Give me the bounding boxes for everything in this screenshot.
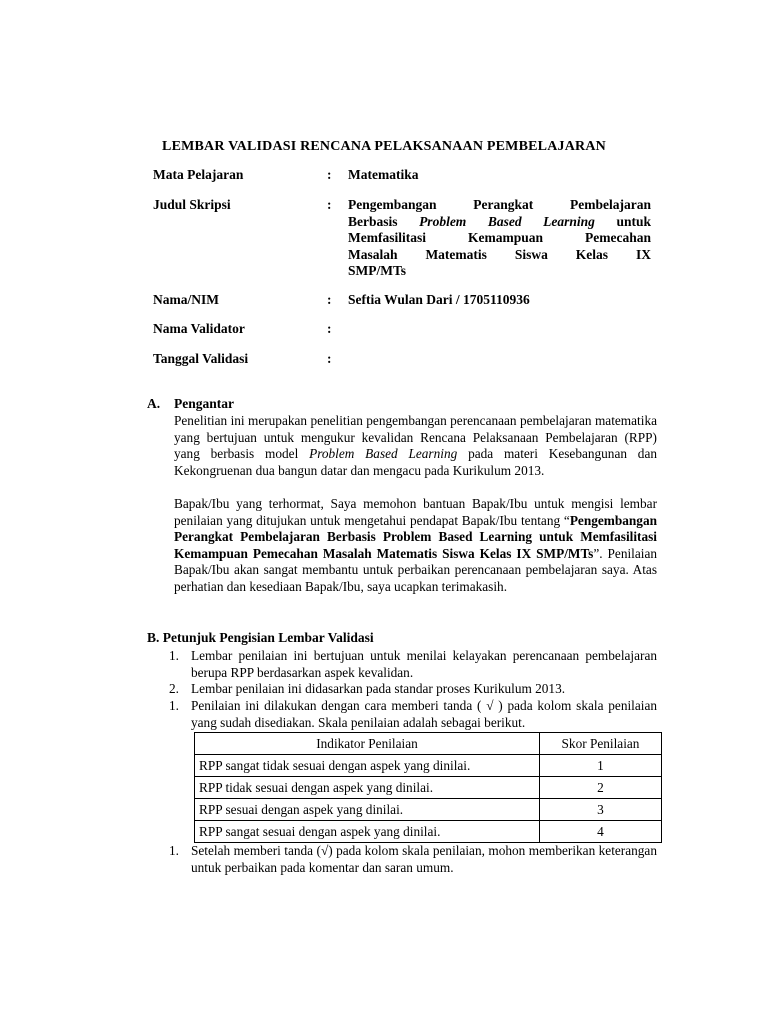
meta-colon: :: [327, 167, 332, 182]
paragraph-text: Bapak/Ibu yang terhormat, Saya memohon bantuan Bapak/Ibu untuk mengisi lembar penilaian yang ditujukan untuk mengetahui pendapat Bapak/Ibu tentang “: [174, 496, 657, 528]
judul-line: Masalah Matematis Siswa Kelas IX: [348, 246, 651, 262]
meta-colon: :: [327, 197, 332, 212]
list-text: Lembar penilaian ini didasarkan pada standar proses Kurikulum 2013.: [191, 681, 566, 696]
meta-label: Mata Pelajaran: [153, 167, 244, 182]
judul-line: Pengembangan Perangkat Pembelajaran: [348, 197, 651, 212]
meta-colon: :: [327, 351, 332, 366]
table-header: Indikator Penilaian: [195, 733, 540, 755]
list-text: Penilaian ini dilakukan dengan cara memberi tanda ( √ ) pada kolom skala penilaian yang sudah disediakan. Skala penilaian adalah sebagai berikut.: [191, 698, 657, 730]
list-number: 1.: [169, 648, 179, 663]
paragraph-italic: Problem Based Learning: [309, 446, 458, 461]
section-b-heading: B. Petunjuk Pengisian Lembar Validasi: [147, 630, 374, 645]
meta-colon: :: [327, 321, 332, 336]
section-a-marker: A.: [147, 396, 161, 411]
meta-colon: :: [327, 292, 332, 307]
table-row: [195, 799, 662, 821]
meta-value: Seftia Wulan Dari / 1705110936: [348, 292, 530, 307]
judul-line: SMP/MTs: [348, 263, 407, 278]
table-header: Skor Penilaian: [540, 733, 662, 755]
table-cell: 2: [540, 777, 662, 799]
paragraph-text: ”. Penilaian Bapak/Ibu akan sangat membantu untuk perbaikan perencanaan pembelajaran saya. Atas perhatian dan kesediaan Bapak/Ibu, saya ucapkan terimakasih.: [174, 545, 658, 594]
judul-line-suffix: untuk: [616, 213, 651, 229]
list-number: 1.: [169, 843, 179, 858]
paragraph-bold: Pengembangan Perangkat Pembelajaran Berbasis Problem Based Learning untuk Memfasilitasi Kemampuan Pemecahan Masalah Matematis Siswa Kelas IX SMP/MTs: [174, 512, 657, 561]
meta-label: Nama Validator: [153, 321, 245, 336]
table-cell: 3: [540, 799, 662, 821]
paragraph-text: Penelitian ini merupakan penelitian pengembangan perencanaan pembelajaran matematika yang bertujuan untuk mengukur kevalidan Rencana Pelaksanaan Pembelajaran (RPP) yang berbasis model: [174, 413, 657, 461]
meta-value-judul: [348, 197, 651, 280]
table-header-row: [195, 733, 662, 755]
table-cell: 4: [540, 821, 662, 843]
judul-line: Memfasilitasi Kemampuan Pemecahan: [348, 230, 651, 245]
list-text: Lembar penilaian ini bertujuan untuk menilai kelayakan perencanaan pembelajaran berupa RPP berdasarkan aspek kevalidan.: [191, 648, 657, 680]
table-row: [195, 821, 662, 843]
paragraph-text: pada materi Kesebangunan dan Kekongruenan dua bangun datar dan mengacu pada Kurikulum 2013.: [174, 446, 658, 478]
judul-line-prefix: Berbasis: [348, 213, 398, 229]
section-a-title: Pengantar: [174, 396, 234, 411]
table-row: [195, 755, 662, 777]
table-cell: RPP sesuai dengan aspek yang dinilai.: [195, 799, 540, 821]
page-title: LEMBAR VALIDASI RENCANA PELAKSANAAN PEMBELAJARAN: [162, 139, 606, 154]
judul-line-italic: Problem Based Learning: [419, 213, 595, 229]
table-cell: RPP sangat tidak sesuai dengan aspek yang dinilai.: [195, 755, 540, 777]
meta-label: Nama/NIM: [153, 292, 219, 307]
table-row: [195, 777, 662, 799]
meta-label: Tanggal Validasi: [153, 351, 249, 366]
section-a-heading: [147, 396, 234, 412]
table-cell: RPP sangat sesuai dengan aspek yang dinilai.: [195, 821, 540, 843]
list-text: Setelah memberi tanda (√) pada kolom skala penilaian, mohon memberikan keterangan untuk perbaikan pada komentar dan saran umum.: [191, 843, 657, 875]
list-number: 2.: [169, 681, 179, 696]
list-number: 1.: [169, 698, 179, 713]
table-cell: RPP tidak sesuai dengan aspek yang dinilai.: [195, 777, 540, 799]
meta-value: Matematika: [348, 167, 419, 182]
table-cell: 1: [540, 755, 662, 777]
judul-line: [348, 214, 651, 231]
scoring-table: [194, 732, 662, 843]
section-a-paragraph-2: [174, 496, 657, 595]
meta-label: Judul Skripsi: [153, 197, 231, 212]
section-a-paragraph-1: [174, 413, 657, 479]
